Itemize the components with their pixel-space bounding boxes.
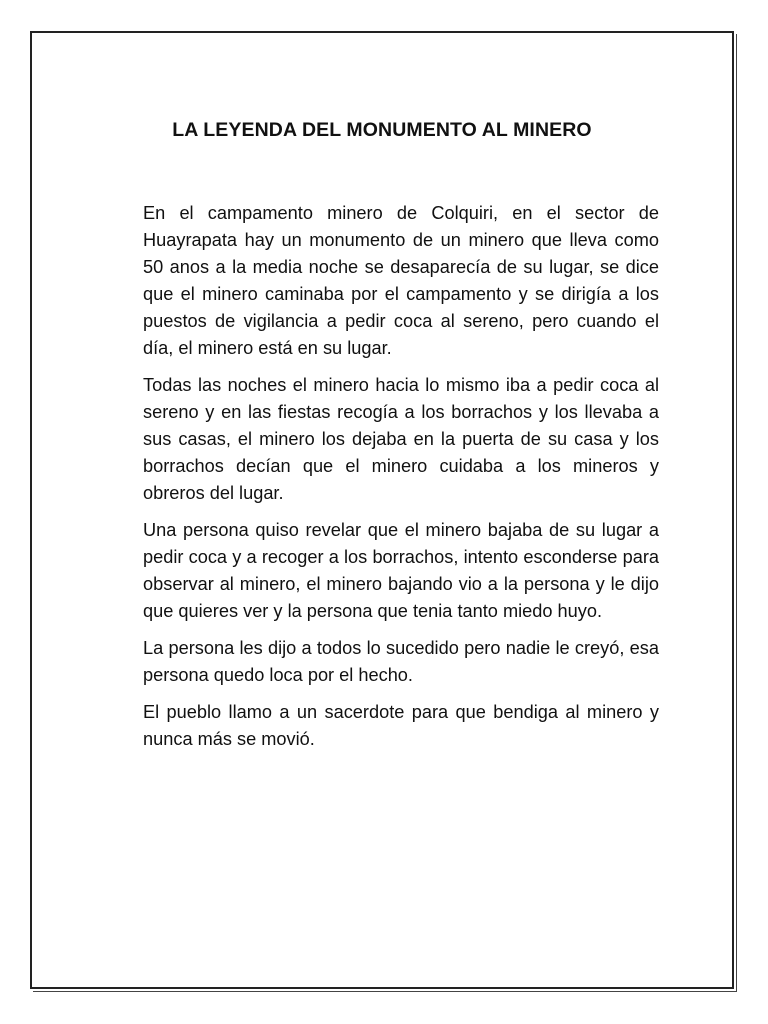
paragraph-4: La persona les dijo a todos lo sucedido pero nadie le creyó, esa persona quedo loca por el hecho. xyxy=(143,638,659,685)
document-title: LA LEYENDA DEL MONUMENTO AL MINERO xyxy=(172,119,592,141)
paragraph-5: El pueblo llamo a un sacerdote para que bendiga al minero y nunca más se movió. xyxy=(143,702,659,749)
paragraph-2: Todas las noches el minero hacia lo mismo iba a pedir coca al sereno y en las fiestas recogía a los borrachos y los llevaba a sus casas, el minero los dejaba en la puerta de su casa y los borrachos decían que el minero cuidaba a los mineros y obreros del lugar. xyxy=(143,375,659,503)
document-body xyxy=(143,200,659,763)
paragraph-3: Una persona quiso revelar que el minero bajaba de su lugar a pedir coca y a recoger a los borrachos, intento esconderse para observar al minero, el minero bajando vio a la persona y le dijo que quieres ver y la persona que tenia tanto miedo huyo. xyxy=(143,520,659,621)
paragraph-1: En el campamento minero de Colquiri, en el sector de Huayrapata hay un monumento de un minero que lleva como 50 anos a la media noche se desaparecía de su lugar, se dice que el minero caminaba por el campamento y se dirigía a los puestos de vigilancia a pedir coca al sereno, pero cuando el día, el minero está en su lugar. xyxy=(143,203,659,358)
